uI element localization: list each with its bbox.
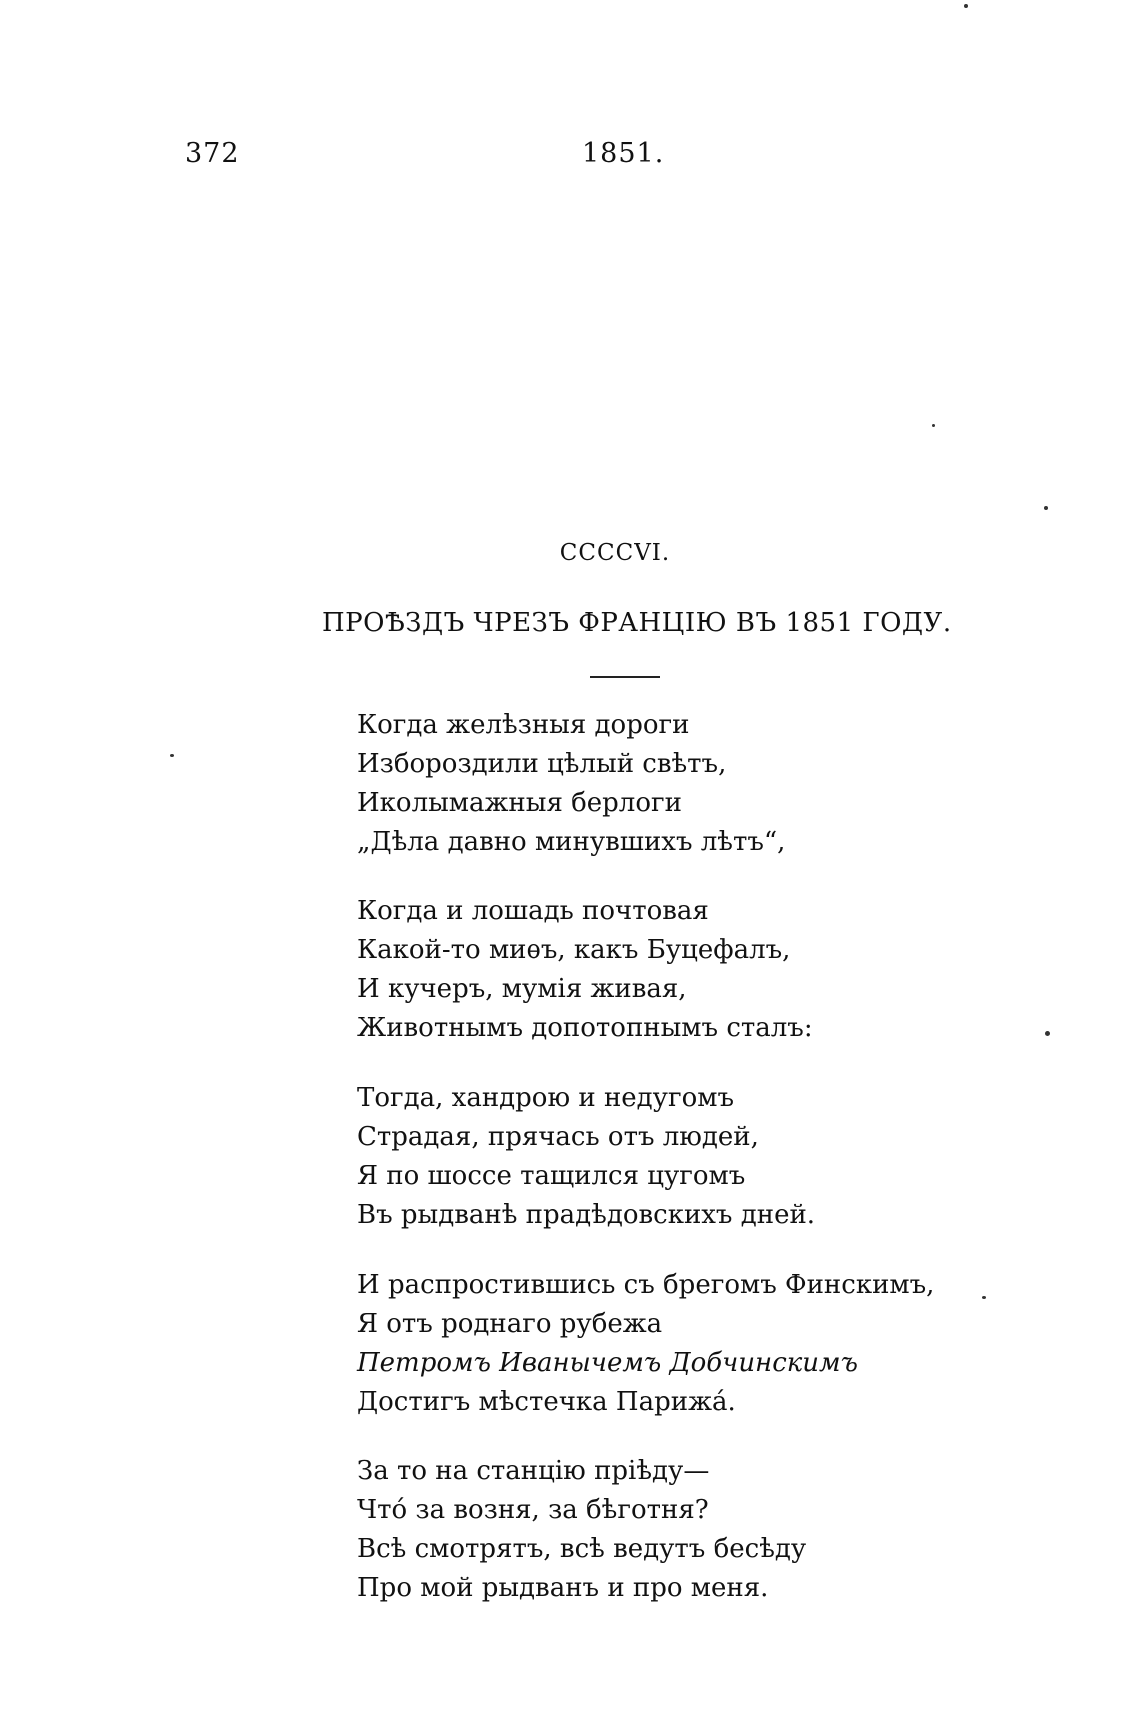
verse-line: Я по шоссе тащился цугомъ [357, 1161, 746, 1191]
scan-speck [170, 754, 174, 757]
poem-number: CCCCVI. [559, 540, 671, 566]
running-head-year: 1851. [582, 138, 665, 169]
verse-line: Въ рыдванѣ прадѣдовскихъ дней. [357, 1200, 816, 1230]
verse-line: „Дѣла давно минувшихъ лѣтъ“, [357, 827, 786, 857]
verse-line: Страдая, прячась отъ людей, [357, 1122, 759, 1152]
scan-speck [1044, 506, 1048, 510]
poem-title: ПРОѢЗДЪ ЧРЕЗЪ ФРАНЦІЮ ВЪ 1851 ГОДУ. [322, 608, 952, 638]
scan-speck [964, 4, 968, 8]
verse-line: Чтó за возня, за бѣготня? [357, 1495, 709, 1525]
stanza [357, 1452, 806, 1608]
verse-line: И кучеръ, мумія живая, [357, 974, 687, 1004]
verse-line: Про мой рыдванъ и про меня. [357, 1573, 769, 1603]
verse-line: Я отъ роднаго рубежа [357, 1309, 663, 1339]
verse-line: Животнымъ допотопнымъ сталъ: [357, 1013, 813, 1043]
verse-line: Тогда, хандрою и недугомъ [357, 1083, 735, 1113]
verse-line-italic: Петромъ Иванычемъ Добчинскимъ [357, 1348, 858, 1378]
verse-line: Какой-то миѳъ, какъ Буцефалъ, [357, 935, 791, 965]
stanza [357, 706, 785, 862]
scan-speck [932, 424, 935, 427]
verse-line: Когда желѣзныя дороги [357, 710, 690, 740]
verse-line: За то на станцію пріѣду— [357, 1456, 710, 1486]
page-number: 372 [185, 138, 240, 169]
scan-speck [1045, 1031, 1050, 1036]
scan-speck [982, 1296, 986, 1299]
verse-line: Иколымажныя берлоги [357, 788, 682, 818]
stanza [357, 1079, 815, 1235]
title-rule [590, 676, 660, 678]
verse-line: Достигъ мѣстечка Парижá. [357, 1387, 736, 1417]
stanza [357, 892, 813, 1048]
verse-line: Всѣ смотрятъ, всѣ ведутъ бесѣду [357, 1534, 807, 1564]
verse-line: Избороздили цѣлый свѣтъ, [357, 749, 727, 779]
verse-line: И распростившись съ брегомъ Финскимъ, [357, 1270, 935, 1300]
verse-line: Когда и лошадь почтовая [357, 896, 709, 926]
stanza [357, 1266, 934, 1422]
